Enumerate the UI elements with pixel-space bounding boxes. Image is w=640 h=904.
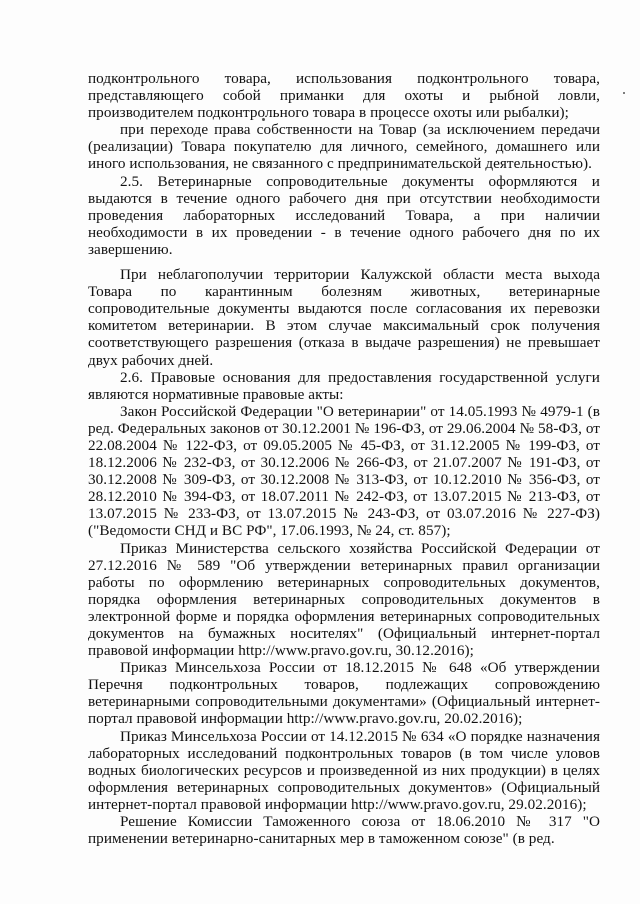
paragraph-4: При неблагополучии территории Калужской области места выхода Товара по карантинным болезням животных, ветеринарные сопроводительные документы выдаются после согласования их перевозки комитетом ветеринарии. В этом случае максимальный срок получения соответствующего разрешения (отказа в выдаче разрешения) не превышает двух рабочих дней. [88,266,600,369]
paragraph-2: при переходе права собственности на Товар (за исключением передачи (реализации) Товара покупателю для личного, семейного, домашнего или иного использования, не связанного с предпринимательской деятельностью). [88,121,600,173]
paragraph-8: Приказ Минсельхоза России от 18.12.2015 № 648 «Об утверждении Перечня подконтрольных товаров, подлежащих сопровождению ветеринарными сопроводительными документами» (Официальный интернет-портал правовой информации http://www.pravo.gov.ru, 20.02.2016); [88,659,600,728]
paragraph-spacer [88,258,600,266]
scan-speck [623,92,625,94]
paragraph-10: Решение Комиссии Таможенного союза от 18.06.2010 № 317 "О применении ветеринарно-санитарных мер в таможенном союзе" (в ред. [88,813,600,848]
paragraph-5: 2.6. Правовые основания для предоставления государственной услуги являются нормативные правовые акты: [88,368,600,403]
paragraph-3: 2.5. Ветеринарные сопроводительные документы оформляются и выдаются в течение одного рабочего дня при отсутствии необходимости проведения лабораторных исследований Товара, а при наличии необходимости в их проведении - в течение одного рабочего дня по их завершению. [88,172,600,258]
document-body [88,70,600,847]
paragraph-9: Приказ Минсельхоза России от 14.12.2015 № 634 «О порядке назначения лабораторных исследований подконтрольных товаров (в том числе уловов водных биологических ресурсов и произведенной из них продукции) в целях оформления ветеринарных сопроводительных документов» (Официальный интернет-портал правовой информации http://www.pravo.gov.ru, 29.02.2016); [88,727,600,813]
paragraph-1: подконтрольного товара, использования подконтрольного товара, представляющего собой приманки для охоты и рыбной ловли, производителем подконтрольного товара в процессе охоты или рыбалки); [88,70,600,122]
paragraph-6: Закон Российской Федерации "О ветеринарии" от 14.05.1993 № 4979-1 (в ред. Федеральных законов от 30.12.2001 № 196-ФЗ, от 29.06.2004 № 58-ФЗ, от 22.08.2004 № 122-ФЗ, от 09.05.2005 № 45-ФЗ, от 31.12.2005 № 199-ФЗ, от 18.12.2006 № 232-ФЗ, от 30.12.2006 № 266-ФЗ, от 21.07.2007 № 191-ФЗ, от 30.12.2008 № 309-ФЗ, от 30.12.2008 № 313-ФЗ, от 10.12.2010 № 356-ФЗ, от 28.12.2010 № 394-ФЗ, от 18.07.2011 № 242-ФЗ, от 13.07.2015 № 213-ФЗ, от 13.07.2015 № 233-ФЗ, от 13.07.2015 № 243-ФЗ, от 03.07.2016 № 227-ФЗ) ("Ведомости СНД и ВС РФ", 17.06.1993, № 24, ст. 857); [88,402,600,540]
paragraph-7: Приказ Министерства сельского хозяйства Российской Федерации от 27.12.2016 № 589 "Об утверждении ветеринарных правил организации работы по оформлению ветеринарных сопроводительных документов, порядка оформления ветеринарных сопроводительных документов в электронной форме и порядка оформления ветеринарных сопроводительных документов на бумажных носителях" (Официальный интернет-портал правовой информации http://www.pravo.gov.ru, 30.12.2016); [88,539,600,660]
